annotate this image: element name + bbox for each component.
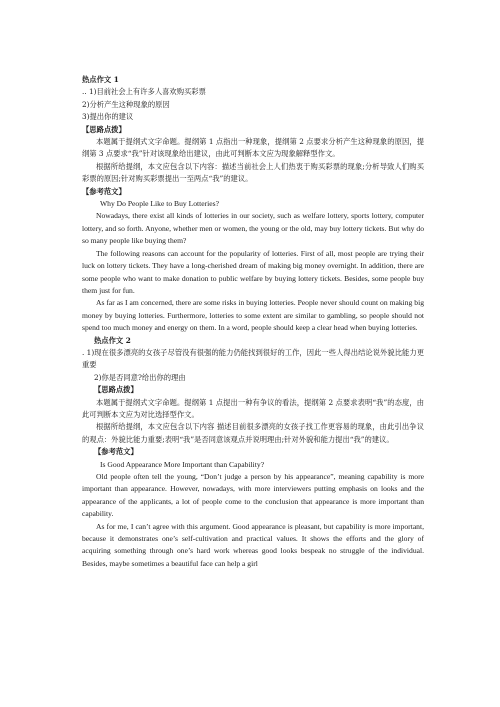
essay1-prompt-1: .. 1)目前社会上有许多人喜欢购买彩票 [82, 87, 206, 97]
essay2-sample-heading: 【参考范文】 [94, 447, 138, 457]
essay2-prompt-1: . 1)现在很多漂亮的女孩子尽管没有很强的能力仍能找到很好的工作，因此一些人得出结论说外貌比能力更重要 [82, 347, 424, 370]
essay2-sample-title: Is Good Appearance More Important than Capability? [100, 459, 265, 469]
essay1-sample-paragraph-3: As far as I am concerned, there are some risks in buying lotteries. People never should count on making big money by buying lotteries. Furthermore, lotteries to some extent are similar to gambling, so people should not spend too much money and energy on them. In a word, people should keep a clear head when buying lotteries. [82, 298, 424, 333]
essay1-sample-paragraph-2: The following reasons can account for the popularity of lotteries. First of all, most people are trying their luck on lottery tickets. They have a long-cherished dream of making big money overnight. In addition, there are some people who want to make donation to public welfare by buying lottery tickets. Besides, some people buy them just for fun. [82, 248, 424, 295]
essay1-prompt-2: 2)分析产生这种现象的原因 [82, 99, 170, 109]
essay1-sample-heading: 【参考范文】 [82, 186, 126, 196]
essay1-sample-title: Why Do People Like to Buy Lotteries? [100, 199, 219, 209]
essay1-tips-heading: 【思路点拨】 [82, 124, 126, 134]
essay1-prompt-3: 3)提出你的建议 [82, 112, 134, 122]
essay1-tips-paragraph-2: 根据所给提纲，本文应包含以下内容：描述当前社会上人们热衷于购买彩票的现象;分析导致人们购买彩票的原因;针对购买彩票提出一至两点“我”的建议。 [82, 161, 424, 184]
essay1-heading: 热点作文 1 [82, 75, 119, 84]
essay2-tips-heading: 【思路点拨】 [94, 385, 138, 395]
essay2-sample-paragraph-2: As for me, I can’t agree with this argument. Good appearance is pleasant, but capability is more important, because it demonstrates one’s self-cultivation and practical values. It shows the efforts and the glory of acquiring something through one’s hard work whereas good looks bespeak no struggle of the individual. Besides, maybe sometimes a beautiful face can help a girl [82, 521, 424, 568]
essay1-tips-paragraph-1: 本题属于提纲式文字命题。提纲第 1 点指出一种现象，提纲第 2 点要求分析产生这种现象的原因，提纲第 3 点要求“我”针对该现象给出建议，由此可判断本文应为现象解释型作文。 [82, 137, 424, 159]
essay1-sample-paragraph-1: Nowadays, there exist all kinds of lotteries in our society, such as welfare lottery, sports lottery, computer lottery, and so forth. Anyone, whether men or women, the young or the old, may buy lottery tickets. But why do so many people like buying them? [82, 211, 424, 246]
essay2-tips-paragraph-2: 根据所给提纲，本文应包含以下内容 描述目前很多漂亮的女孩子找工作更容易的现象，由此引出争议的观点：外貌比能力重要;表明“我”是否同意该观点并说明理由;针对外貌和能力提出“我”的建议。 [82, 422, 424, 444]
essay2-heading: 热点作文 2 [94, 335, 131, 345]
essay2-prompt-2: 2)你是否同意?给出你的理由 [94, 372, 186, 382]
essay2-sample-paragraph-1: Old people often tell the young, “Don’t judge a person by his appearance”, meaning capability is more important than appearance. However, nowadays, with more interviewers putting emphasis on looks and the appearance of the applicants, a lot of people come to the conclusion that appearance is more important than capability. [82, 472, 424, 519]
essay2-tips-paragraph-1: 本题属于提纲式文字命题。提纲第 1 点提出一种有争议的看法，提纲第 2 点要求表明“我”的态度，由此可判断本文应为对比选择型作文。 [82, 397, 424, 419]
